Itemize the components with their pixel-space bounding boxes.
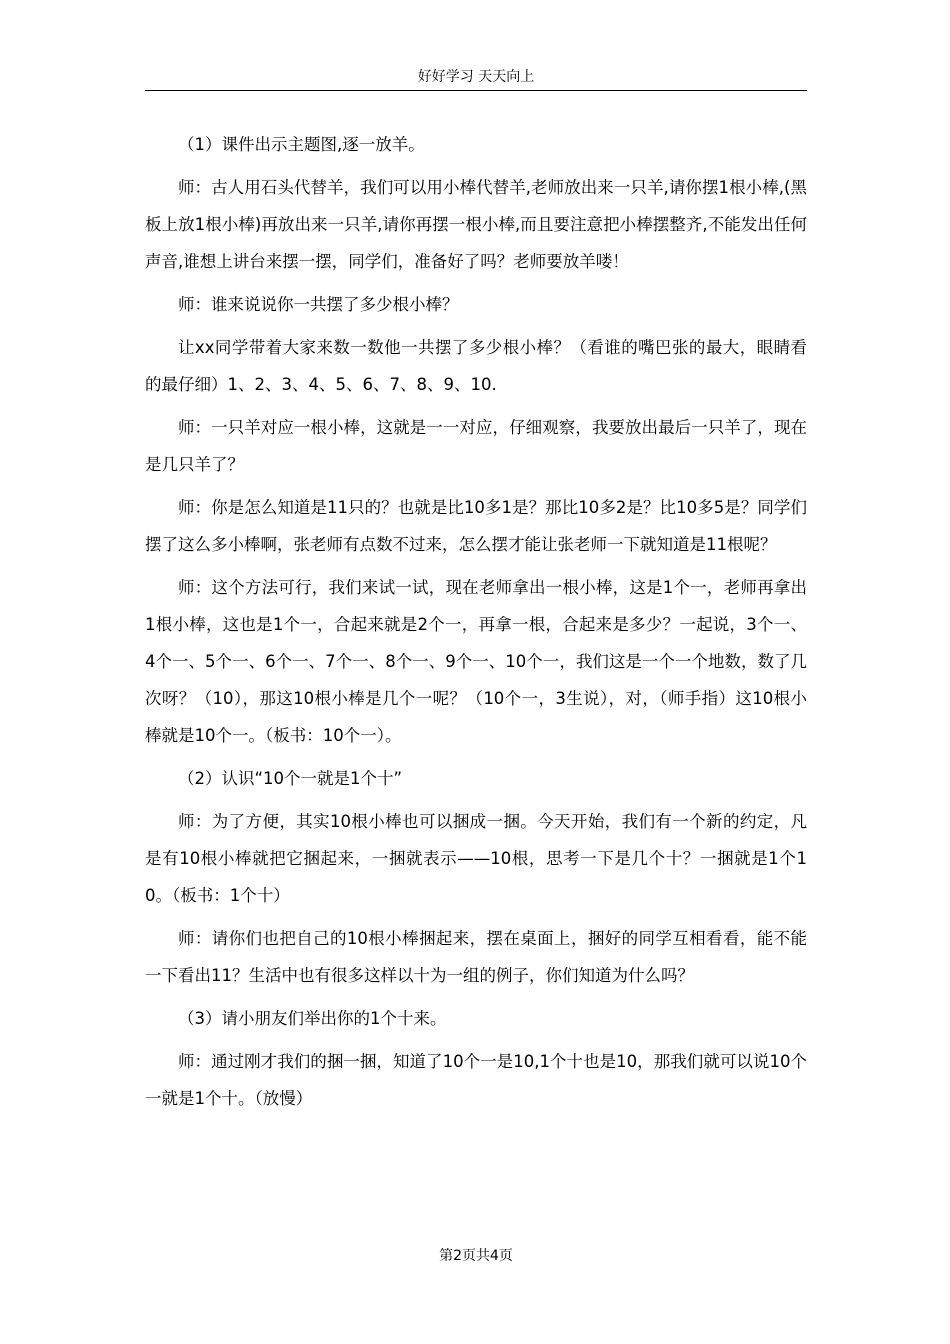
paragraph: 师：请你们也把自己的10根小棒捆起来，摆在桌面上，捆好的同学互相看看，能不能一下看出11？生活中也有很多这样以十为一组的例子，你们知道为什么吗？: [145, 929, 807, 985]
paragraph: 师：这个方法可行，我们来试一试，现在老师拿出一根小棒，这是1个一，老师再拿出1根小棒，这也是1个一，合起来就是2个一，再拿一根，合起来是多少？一起说，3个一、4个一、5个一、6个一、7个一、8个一、9个一、10个一，我们这是一个一个地数，数了几次呀？（10），那这10根小棒是几个一呢？（10个一，3生说），对，（师手指）这10根小棒就是10个一。（板书：10个一）。: [145, 578, 807, 745]
paragraph: （1）课件出示主题图,逐一放羊。: [178, 135, 425, 154]
paragraph: 师：一只羊对应一根小棒，这就是一一对应，仔细观察，我要放出最后一只羊了，现在是几只羊了？: [145, 418, 807, 474]
paragraph: 师：你是怎么知道是11只的？也就是比10多1是？那比10多2是？比10多5是？同学们摆了这么多小棒啊，张老师有点数不过来，怎么摆才能让张老师一下就知道是11根呢？: [145, 498, 807, 554]
page-footer: [145, 1244, 807, 1268]
page-header: [145, 64, 807, 91]
paragraph: 让xx同学带着大家来数一数他一共摆了多少根小棒？（看谁的嘴巴张的最大，眼睛看的最仔细）1、2、3、4、5、6、7、8、9、10.: [145, 338, 807, 394]
paragraph: 师：古人用石头代替羊，我们可以用小棒代替羊,老师放出来一只羊,请你摆1根小棒,(黑板上放1根小棒)再放出来一只羊,请你再摆一根小棒,而且要注意把小棒摆整齐,不能发出任何声音,谁想上讲台来摆一摆，同学们，准备好了吗？老师要放羊喽！: [145, 178, 807, 271]
paragraph: 师：为了方便，其实10根小棒也可以捆成一捆。今天开始，我们有一个新的约定，凡是有10根小棒就把它捆起来，一捆就表示——10根，思考一下是几个十？一捆就是1个10。（板书：1个十）: [145, 812, 807, 905]
document-body: [145, 126, 807, 1123]
paragraph: （2）认识“10个一就是1个十”: [178, 769, 403, 788]
paragraph: 师：通过刚才我们的捆一捆，知道了10个一是10,1个十也是10，那我们就可以说10个一就是1个十。（放慢）: [145, 1052, 807, 1108]
page-number: 第2页共4页: [439, 1248, 513, 1264]
paragraph: （3）请小朋友们举出你的1个十来。: [178, 1009, 447, 1028]
header-text: 好好学习 天天向上: [417, 69, 535, 85]
paragraph: 师：谁来说说你一共摆了多少根小棒？: [178, 295, 459, 314]
